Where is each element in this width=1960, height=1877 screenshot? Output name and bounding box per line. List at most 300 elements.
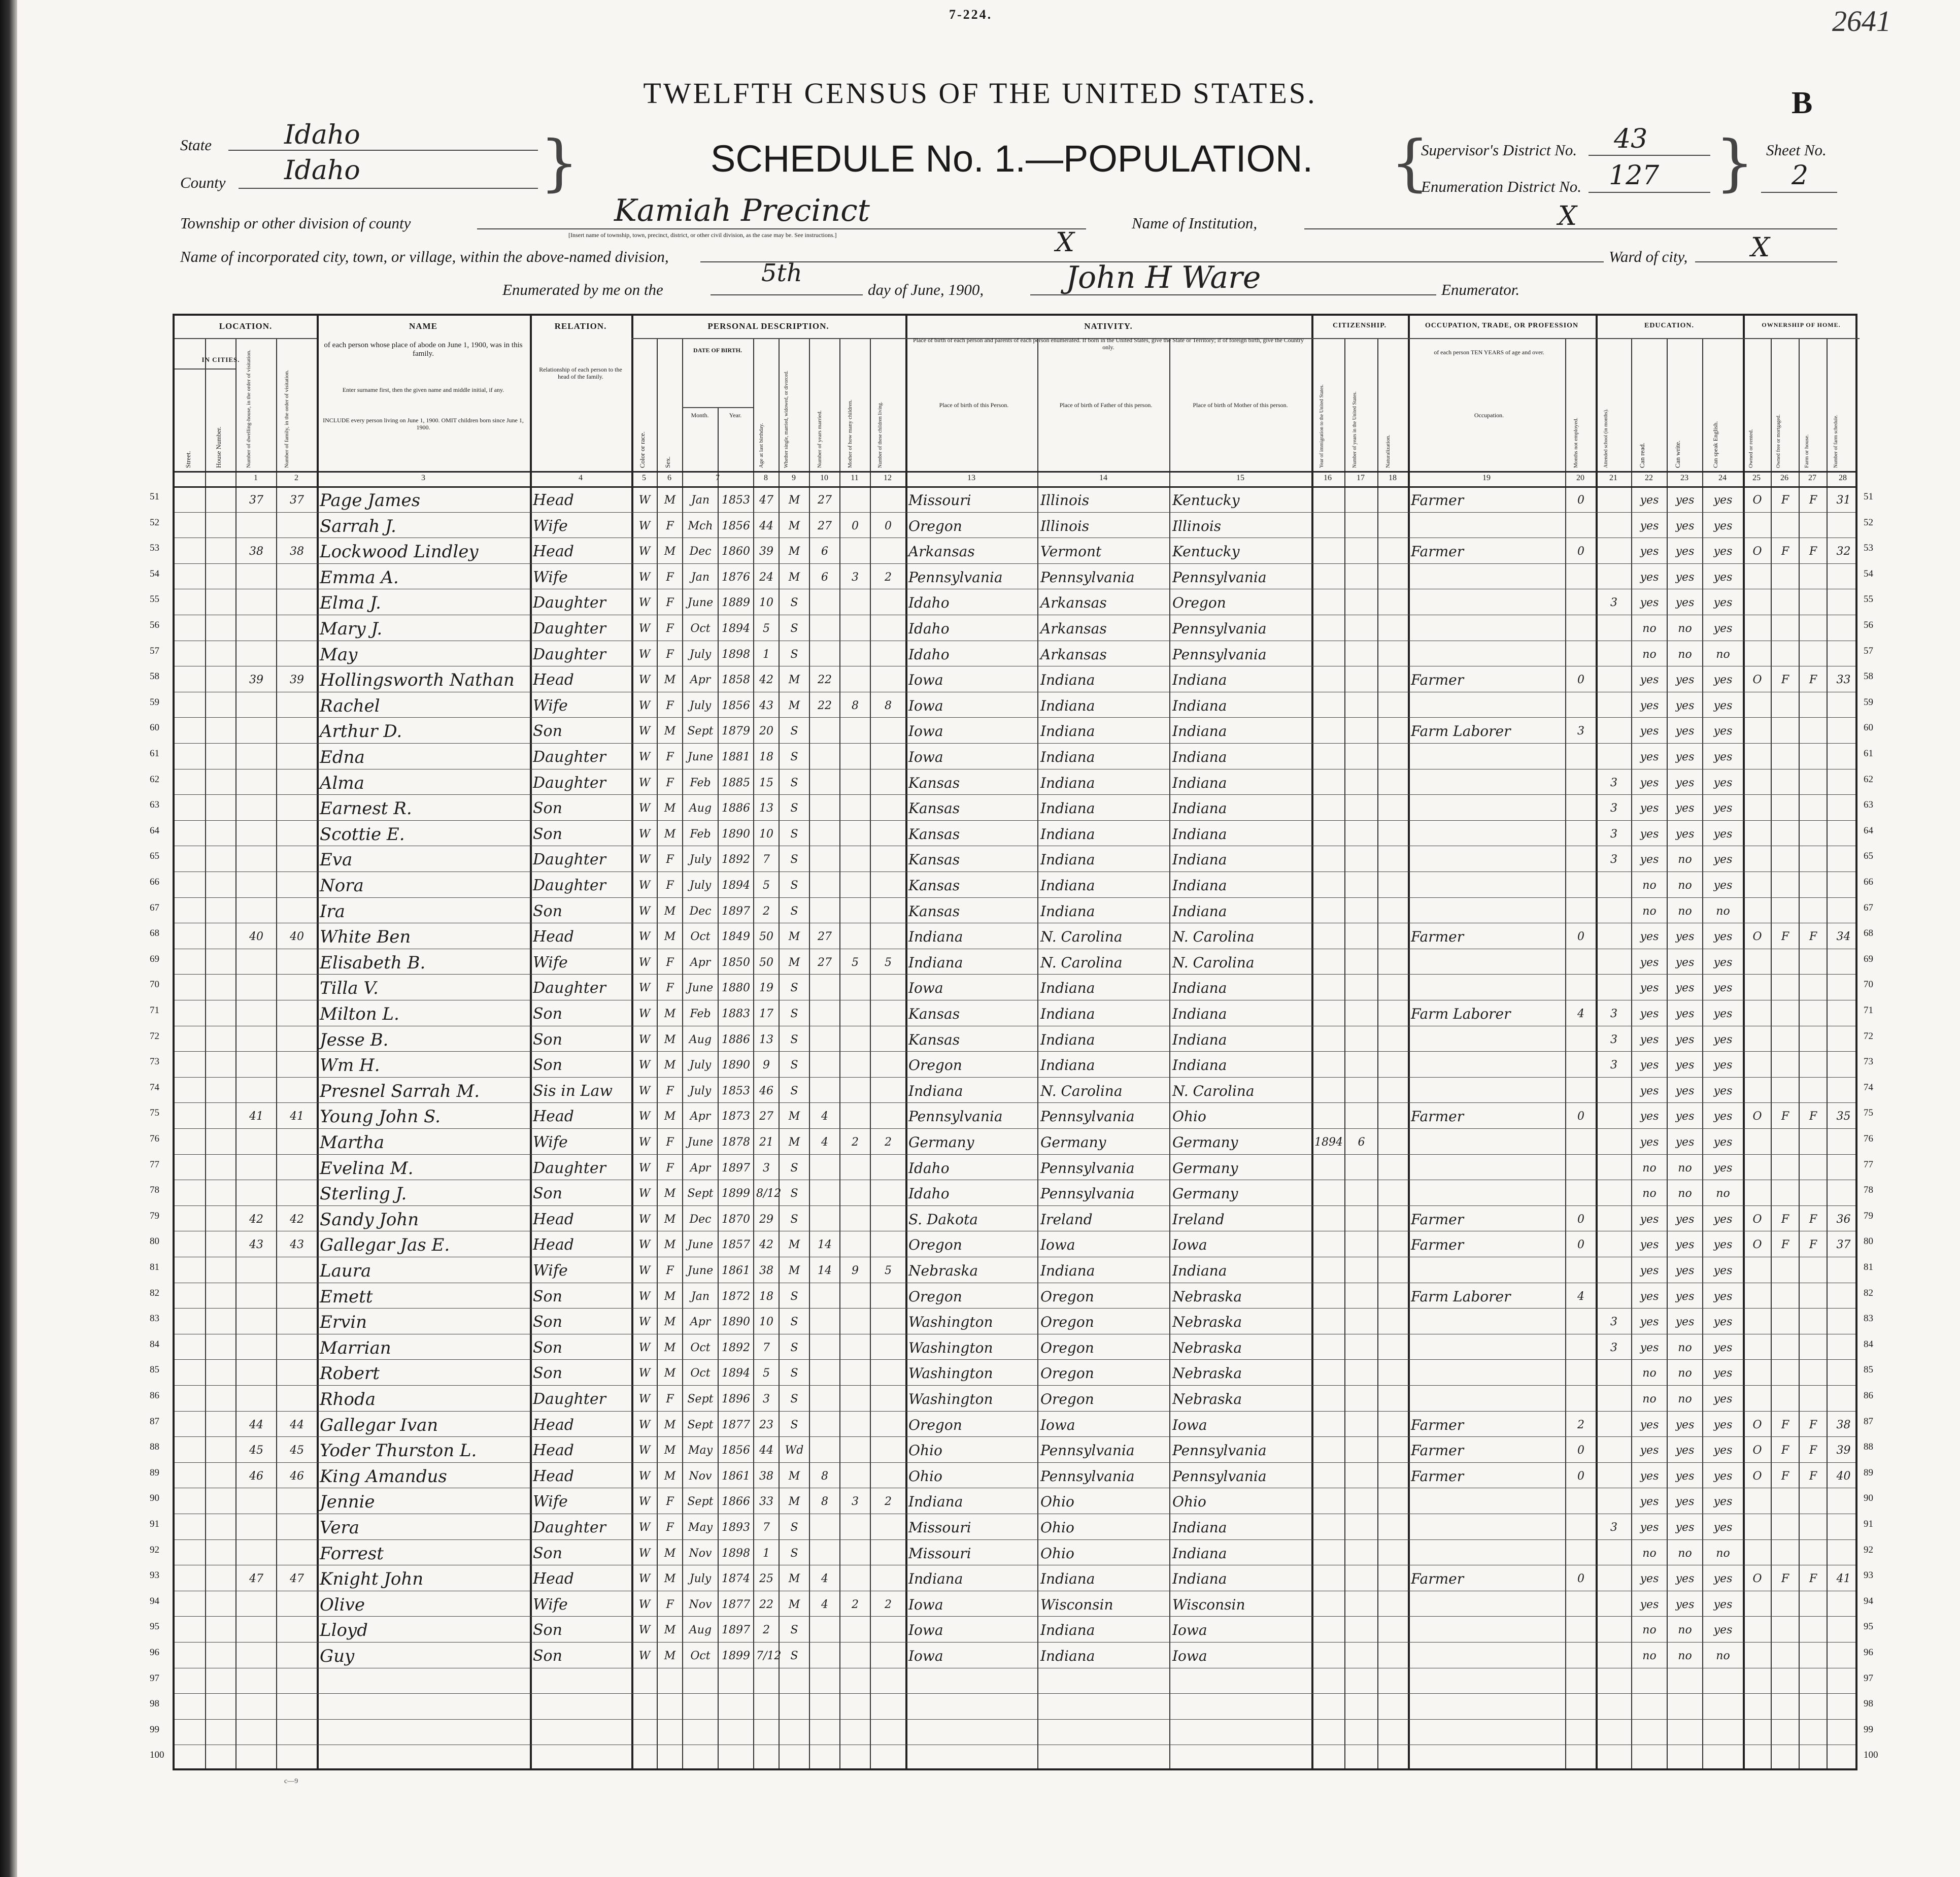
row-rule	[175, 563, 1855, 564]
cell-rel: Son	[533, 722, 562, 741]
cell-bf: Oregon	[1040, 1288, 1094, 1305]
cell-rel: Son	[533, 902, 562, 920]
cell-name: Tilla V.	[320, 978, 379, 999]
column-rule	[1631, 338, 1632, 1768]
cell-color: W	[638, 1495, 651, 1509]
cell-color: W	[638, 930, 651, 944]
header-occupation-desc: of each person TEN YEARS of age and over.	[1434, 349, 1544, 356]
row-number: 51	[150, 491, 159, 502]
cell-bm: Indiana	[1172, 1005, 1227, 1022]
cell-wr: no	[1678, 879, 1692, 892]
cell-name: Wm H.	[320, 1055, 380, 1076]
cell-sex: M	[664, 1572, 676, 1586]
cell-own: O	[1752, 674, 1762, 687]
cell-sex: M	[664, 1033, 676, 1046]
column-number: 1	[254, 474, 258, 482]
cell-bf: Iowa	[1040, 1416, 1075, 1433]
institution-label: Name of Institution,	[1132, 214, 1258, 232]
column-number: 27	[1808, 474, 1816, 482]
cell-color: W	[638, 1598, 651, 1611]
cell-year: 1886	[722, 1033, 750, 1046]
cell-bm: Ohio	[1172, 1108, 1206, 1125]
cell-age: 27	[759, 1110, 773, 1123]
cell-wr: no	[1678, 1161, 1692, 1175]
group-rule	[175, 368, 235, 370]
cell-rd: no	[1642, 1393, 1657, 1405]
cell-bf: Wisconsin	[1040, 1596, 1113, 1613]
cell-bm: Indiana	[1172, 1262, 1227, 1279]
cell-color: W	[638, 1187, 651, 1200]
cell-free: F	[1781, 1238, 1789, 1252]
cell-cl: 5	[885, 1264, 892, 1277]
cell-bf: Oregon	[1040, 1365, 1094, 1382]
cell-color: W	[638, 1136, 651, 1149]
cell-rd: yes	[1640, 519, 1659, 532]
cell-month: Aug	[689, 1624, 712, 1637]
cell-bm: Nebraska	[1172, 1288, 1242, 1305]
cell-mar: M	[788, 571, 800, 584]
column-number: 4	[579, 474, 583, 482]
header-personal: PERSONAL DESCRIPTION.	[707, 321, 829, 331]
cell-month: Feb	[690, 776, 711, 789]
cell-sp: yes	[1713, 1238, 1733, 1252]
cell-rel: Daughter	[533, 1390, 606, 1408]
cell-bm: Indiana	[1172, 774, 1227, 791]
header-can-write: Can write.	[1674, 440, 1681, 468]
row-number: 73	[1864, 1056, 1873, 1067]
cell-sex: M	[664, 904, 676, 918]
cell-sex: M	[664, 802, 676, 815]
cell-bm: Ireland	[1172, 1211, 1225, 1228]
cell-mar: M	[788, 674, 800, 687]
cell-sex: M	[664, 1290, 676, 1303]
column-rule	[905, 316, 907, 1768]
cell-bp: Kansas	[908, 877, 960, 894]
row-number: 98	[1864, 1698, 1873, 1710]
header-name: NAME	[409, 321, 437, 331]
header-in-cities: IN CITIES.	[201, 356, 240, 363]
cell-mar: S	[790, 622, 798, 635]
row-number: 82	[1864, 1287, 1873, 1298]
cell-bm: Iowa	[1172, 1622, 1207, 1639]
cell-year: 1894	[722, 879, 750, 892]
cell-bp: Washington	[908, 1391, 993, 1407]
cell-color: W	[638, 648, 651, 661]
cell-dw: 40	[249, 930, 263, 944]
cell-age: 8/12	[756, 1187, 782, 1200]
cell-bm: Wisconsin	[1172, 1596, 1245, 1613]
cell-wr: yes	[1675, 1110, 1695, 1123]
cell-sp: yes	[1713, 1033, 1733, 1046]
row-number: 66	[1864, 877, 1873, 887]
cell-age: 46	[759, 1084, 773, 1097]
cell-year: 1898	[722, 648, 750, 661]
cell-yus: 6	[1358, 1136, 1365, 1149]
cell-farm: F	[1809, 1418, 1817, 1431]
cell-sp: yes	[1713, 1393, 1733, 1405]
cell-dw: 44	[249, 1418, 263, 1431]
cell-color: W	[638, 1033, 651, 1046]
row-number: 95	[1864, 1621, 1873, 1632]
cell-bf: Indiana	[1040, 1031, 1095, 1048]
cell-ym: 4	[821, 1110, 828, 1123]
cell-month: July	[689, 1572, 712, 1586]
cell-age: 5	[763, 879, 770, 892]
cell-bp: S. Dakota	[908, 1211, 978, 1228]
cell-rel: Head	[533, 1467, 575, 1485]
cell-rel: Head	[533, 1416, 575, 1434]
cell-bp: Iowa	[908, 1596, 943, 1613]
cell-bp: Kansas	[908, 774, 960, 791]
cell-color: W	[638, 545, 651, 558]
row-number: 97	[1864, 1672, 1873, 1684]
cell-sp: yes	[1713, 776, 1733, 789]
cell-year: 1872	[722, 1290, 750, 1303]
cell-bp: Kansas	[908, 1005, 960, 1022]
cell-color: W	[638, 751, 651, 763]
cell-bp: Pennsylvania	[908, 1108, 1003, 1125]
cell-rel: Wife	[533, 953, 568, 971]
row-number: 89	[1864, 1467, 1873, 1478]
cell-mu: 0	[1577, 1469, 1584, 1483]
cell-rd: yes	[1640, 1136, 1659, 1149]
cell-age: 7	[763, 853, 770, 866]
row-rule	[175, 974, 1855, 975]
cell-sex: F	[666, 571, 674, 584]
cell-farm: F	[1809, 494, 1817, 507]
cell-sp: no	[1716, 1650, 1730, 1662]
row-rule	[175, 820, 1855, 821]
cell-name: Emma A.	[320, 567, 399, 588]
cell-sex: F	[666, 853, 674, 866]
cell-rd: no	[1642, 904, 1657, 918]
cell-month: July	[689, 648, 712, 661]
row-rule	[175, 1539, 1855, 1540]
cell-bf: Pennsylvania	[1040, 1442, 1135, 1459]
column-number: 8	[764, 474, 768, 482]
cell-rel: Daughter	[533, 594, 606, 612]
cell-age: 50	[759, 930, 773, 944]
column-number: 13	[967, 474, 975, 482]
cell-color: W	[638, 1264, 651, 1277]
column-number: 14	[1099, 474, 1107, 482]
cell-month: June	[687, 596, 714, 610]
cell-rel: Son	[533, 799, 562, 818]
cell-name: Emett	[320, 1286, 373, 1307]
cell-name: Ira	[320, 901, 345, 922]
cell-mu: 0	[1577, 930, 1584, 944]
column-number: 20	[1576, 474, 1584, 482]
header-farm-house: Farm or house.	[1804, 434, 1810, 468]
form-number: 7-224.	[949, 7, 993, 22]
cell-rd: yes	[1640, 853, 1659, 866]
cell-mar: M	[788, 930, 800, 944]
cell-wr: yes	[1675, 1444, 1695, 1457]
cell-rel: Head	[533, 1210, 575, 1228]
cell-rd: yes	[1640, 1598, 1659, 1611]
row-number: 85	[150, 1364, 159, 1376]
cell-rel: Son	[533, 825, 562, 843]
row-number: 96	[150, 1647, 159, 1658]
cell-rel: Head	[533, 1570, 575, 1588]
cell-rd: yes	[1640, 1238, 1659, 1252]
cell-rd: yes	[1640, 725, 1659, 738]
row-number: 64	[150, 825, 159, 836]
cell-rd: yes	[1640, 930, 1659, 944]
row-number: 99	[1864, 1724, 1873, 1735]
cell-age: 42	[759, 674, 773, 687]
row-number: 90	[150, 1493, 159, 1504]
cell-sex: F	[666, 1084, 674, 1097]
cell-bm: Indiana	[1172, 1057, 1227, 1074]
cell-mu: 0	[1577, 1444, 1584, 1457]
cell-bp: Pennsylvania	[908, 568, 1003, 586]
cell-fam: 42	[290, 1213, 304, 1226]
header-birth-person: Place of birth of this Person.	[939, 401, 1009, 409]
column-number: 17	[1357, 474, 1365, 482]
cell-sch: 3	[1610, 776, 1617, 789]
cell-name: Vera	[320, 1518, 360, 1538]
cell-rd: yes	[1640, 1444, 1659, 1457]
cell-mar: S	[790, 1547, 798, 1560]
cell-occ: Farm Laborer	[1411, 1288, 1511, 1305]
cell-rd: no	[1642, 1161, 1657, 1175]
cell-ym: 27	[818, 494, 832, 507]
cell-farm: F	[1809, 674, 1817, 687]
cell-bf: Indiana	[1040, 1648, 1095, 1664]
column-number: 7	[716, 474, 720, 482]
cell-name: Jennie	[320, 1492, 375, 1513]
cell-ym: 22	[818, 699, 832, 712]
cell-bm: Indiana	[1172, 800, 1227, 817]
row-number: 68	[1864, 928, 1873, 939]
cell-year: 1861	[722, 1264, 750, 1277]
cell-wr: yes	[1675, 519, 1695, 532]
cell-bm: Illinois	[1172, 517, 1222, 534]
row-number: 52	[1864, 517, 1873, 528]
cell-rd: yes	[1640, 1572, 1659, 1586]
cell-month: Oct	[690, 1650, 711, 1662]
cell-bp: Arkansas	[908, 543, 975, 560]
cell-year: 1881	[722, 751, 750, 763]
row-rule	[175, 1154, 1855, 1155]
cell-sex: F	[666, 596, 674, 610]
cell-age: 39	[759, 545, 773, 558]
cell-rd: yes	[1640, 1495, 1659, 1509]
cell-bm: Germany	[1172, 1159, 1238, 1177]
cell-rd: yes	[1640, 1033, 1659, 1046]
header-owned-free: Owned free or mortgaged.	[1776, 414, 1781, 468]
cell-rel: Head	[533, 1108, 575, 1126]
cell-bp: Germany	[908, 1134, 974, 1151]
row-number: 83	[150, 1313, 159, 1324]
cell-free: F	[1781, 1444, 1789, 1457]
cell-bm: Nebraska	[1172, 1365, 1242, 1382]
cell-year: 1893	[722, 1521, 750, 1534]
cell-wr: yes	[1675, 1521, 1695, 1534]
header-month: Month.	[691, 412, 709, 419]
cell-own: O	[1752, 1238, 1762, 1252]
form-footnote: c—9	[284, 1778, 298, 1785]
cell-sp: yes	[1713, 1264, 1733, 1277]
row-number: 66	[150, 877, 159, 887]
cell-own: O	[1752, 1110, 1762, 1123]
row-number: 93	[1864, 1570, 1873, 1581]
cell-rd: yes	[1640, 1084, 1659, 1097]
cell-sex: F	[666, 1393, 674, 1405]
row-number: 55	[150, 594, 159, 605]
cell-bp: Iowa	[908, 697, 943, 714]
cell-bm: Indiana	[1172, 723, 1227, 740]
cell-bf: N. Carolina	[1040, 954, 1123, 971]
column-number: 26	[1780, 474, 1788, 482]
cell-bm: Nebraska	[1172, 1314, 1242, 1331]
row-rule	[175, 897, 1855, 898]
row-number: 68	[150, 928, 159, 939]
cell-age: 44	[759, 1444, 773, 1457]
cell-name: Nora	[320, 876, 364, 896]
header-name-desc: of each person whose place of abode on June 1, 1900, was in this family.	[324, 341, 523, 358]
cell-bf: Arkansas	[1040, 594, 1107, 612]
sheet-label: Sheet No.	[1766, 141, 1827, 159]
cell-sex: F	[666, 1136, 674, 1149]
cell-bp: Missouri	[908, 1519, 971, 1536]
cell-name: Elisabeth B.	[320, 952, 426, 973]
cell-year: 1880	[722, 982, 750, 995]
cell-free: F	[1781, 1213, 1789, 1226]
row-number: 98	[150, 1698, 159, 1710]
cell-mar: S	[790, 1393, 798, 1405]
cell-month: Sept	[687, 1418, 714, 1431]
header-years-married: Number of years married.	[817, 410, 823, 468]
column-rule	[1037, 338, 1038, 1768]
cell-fs: 41	[1836, 1572, 1851, 1586]
cell-rel: Son	[533, 1621, 562, 1639]
cell-bf: Germany	[1040, 1134, 1106, 1151]
cell-fam: 39	[290, 674, 304, 687]
cell-month: Nov	[689, 1469, 712, 1483]
cell-month: Oct	[690, 1341, 711, 1354]
cell-year: 1856	[722, 519, 750, 532]
cell-month: June	[687, 1136, 714, 1149]
cell-name: Sandy John	[320, 1209, 419, 1230]
cell-rd: no	[1642, 1367, 1657, 1380]
cell-bp: Oregon	[908, 1416, 962, 1433]
cell-mar: M	[788, 1136, 800, 1149]
cell-sex: M	[664, 674, 676, 687]
header-occupation-col: Occupation.	[1474, 412, 1504, 419]
cell-name: White Ben	[320, 927, 411, 948]
row-number: 62	[1864, 774, 1873, 785]
row-rule	[175, 1102, 1855, 1103]
cell-name: Arthur D.	[320, 721, 402, 742]
cell-age: 10	[759, 827, 773, 841]
cell-rd: yes	[1640, 1110, 1659, 1123]
cell-bf: Indiana	[1040, 800, 1095, 817]
cell-month: July	[689, 699, 712, 712]
cell-sp: yes	[1713, 1418, 1733, 1431]
cell-age: 2	[763, 904, 770, 918]
row-rule	[175, 1693, 1855, 1694]
row-number: 67	[1864, 902, 1873, 913]
cell-rel: Son	[533, 1338, 562, 1357]
township-note: [Insert name of township, town, precinct, district, or other civil division, as the case may be. See instructions.]	[568, 231, 837, 239]
cell-bf: Indiana	[1040, 1057, 1095, 1074]
row-number: 82	[150, 1287, 159, 1298]
cell-rd: yes	[1640, 1316, 1659, 1329]
cell-name: Earnest R.	[320, 798, 412, 819]
group-rule	[175, 338, 317, 339]
cell-color: W	[638, 699, 651, 712]
cell-sp: yes	[1713, 519, 1733, 532]
cell-sp: yes	[1713, 879, 1733, 892]
cell-color: W	[638, 1547, 651, 1560]
row-number: 100	[150, 1750, 164, 1761]
header-color: Color or race.	[638, 431, 646, 468]
cell-age: 10	[759, 1316, 773, 1329]
cell-name: Presnel Sarrah M.	[320, 1081, 480, 1101]
column-number: 15	[1236, 474, 1244, 482]
header-citizenship: CITIZENSHIP.	[1332, 322, 1387, 329]
cell-name: Scottie E.	[320, 824, 405, 845]
cell-dw: 38	[249, 545, 263, 558]
cell-rd: yes	[1640, 1521, 1659, 1534]
cell-ym: 4	[821, 1572, 828, 1586]
cell-mu: 0	[1577, 674, 1584, 687]
cell-sp: yes	[1713, 982, 1733, 995]
column-rule	[276, 338, 277, 1768]
cell-cb: 9	[852, 1264, 859, 1277]
cell-age: 18	[759, 1290, 773, 1303]
cell-bp: Washington	[908, 1314, 993, 1331]
cell-sp: yes	[1713, 1161, 1733, 1175]
cell-ym: 4	[821, 1136, 828, 1149]
row-number: 60	[1864, 722, 1873, 733]
cell-month: Apr	[690, 674, 711, 687]
cell-sex: M	[664, 1008, 676, 1020]
cell-sex: M	[664, 1059, 676, 1072]
cell-bf: Indiana	[1040, 1622, 1095, 1639]
column-rule	[718, 407, 719, 1768]
cell-cb: 3	[852, 1495, 859, 1509]
cell-mar: S	[790, 853, 798, 866]
cell-age: 13	[759, 1033, 773, 1046]
cell-bm: Indiana	[1172, 980, 1227, 997]
cell-color: W	[638, 879, 651, 892]
cell-name: Gallegar Ivan	[320, 1415, 438, 1435]
row-rule	[175, 1359, 1855, 1360]
cell-ym: 4	[821, 1598, 828, 1611]
row-number: 54	[150, 568, 159, 579]
cell-rd: no	[1642, 879, 1657, 892]
row-rule	[175, 1719, 1855, 1720]
header-education: EDUCATION.	[1644, 322, 1695, 329]
row-number: 81	[150, 1262, 159, 1272]
row-rule	[175, 717, 1855, 718]
cell-sex: F	[666, 622, 674, 635]
column-rule	[753, 338, 754, 1768]
cell-sp: yes	[1713, 1367, 1733, 1380]
cell-name: Ervin	[320, 1312, 367, 1333]
city-label: Name of incorporated city, town, or village, within the above-named division,	[180, 248, 669, 265]
cell-year: 1898	[722, 1547, 750, 1560]
cell-bp: Indiana	[908, 1570, 963, 1588]
cell-sex: M	[664, 1341, 676, 1354]
cell-cl: 8	[885, 699, 892, 712]
row-number: 59	[150, 696, 159, 708]
cell-sp: no	[1716, 904, 1730, 918]
row-number: 64	[1864, 825, 1873, 836]
